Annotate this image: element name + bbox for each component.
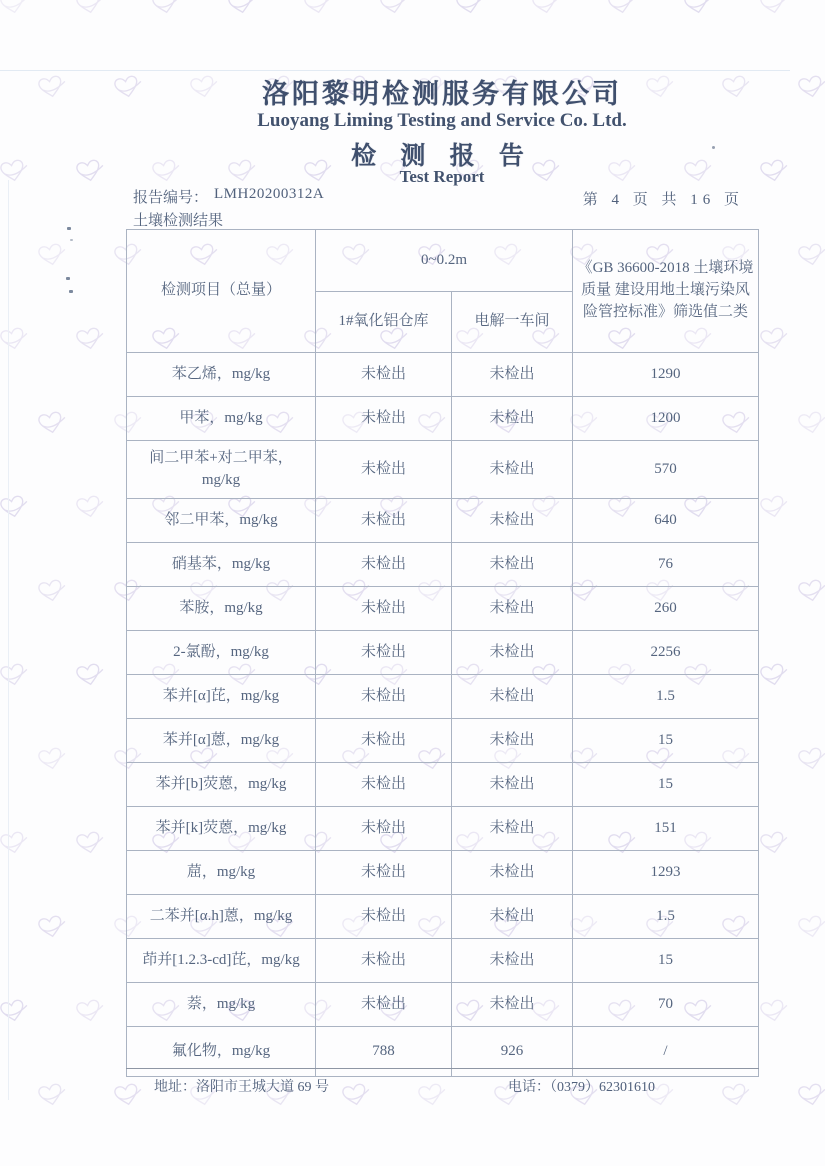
watermark-icon [755,323,794,357]
result-workshop: 未检出 [452,763,573,807]
heart-logo-watermark-icon [71,491,110,525]
analyte-name: 苯乙烯，mg/kg [127,353,316,397]
result-warehouse: 未检出 [316,543,452,587]
analyte-name: 苯并[α]蒽，mg/kg [127,719,316,763]
result-warehouse: 788 [316,1027,452,1077]
heart-logo-watermark-icon [0,659,35,693]
column-header-sample-2: 电解一车间 [452,292,573,353]
heart-logo-watermark-icon [33,407,72,441]
result-warehouse: 未检出 [316,763,452,807]
phone-value: （0379）62301610 [550,1080,655,1095]
table-row [127,397,759,441]
heart-logo-watermark-icon [0,155,35,189]
heart-logo-watermark-icon [755,155,794,189]
screening-limit: 76 [573,543,759,587]
watermark-icon [755,659,794,693]
screening-limit: / [573,1027,759,1077]
watermark-icon [33,407,72,441]
heart-logo-watermark-icon [755,659,794,693]
watermark-icon [0,0,35,21]
page-indicator: 第 4 页 共 16 页 [582,192,744,208]
watermark-icon [755,155,794,189]
heart-logo-watermark-icon [0,323,35,357]
heart-logo-watermark-icon [755,491,794,525]
table-row [127,851,759,895]
watermark-icon [0,323,35,357]
watermark-icon [0,491,35,525]
heart-logo-watermark-icon [755,0,794,21]
table-row [127,631,759,675]
watermark-icon [71,491,110,525]
watermark-icon [527,0,566,21]
result-workshop: 未检出 [452,499,573,543]
analyte-name: 苯并[b]荧蒽，mg/kg [127,763,316,807]
screening-limit: 1290 [573,353,759,397]
watermark-icon [0,995,35,1029]
result-workshop: 未检出 [452,939,573,983]
heart-logo-watermark-icon [755,827,794,861]
report-no-value: LMH20200312A [214,186,325,202]
scan-speck [69,290,73,293]
table-row [127,895,759,939]
heart-logo-watermark-icon [109,1079,148,1113]
screening-limit: 1.5 [573,895,759,939]
table-row [127,763,759,807]
heart-logo-watermark-icon [147,0,186,21]
scan-speck [70,239,73,241]
watermark-icon [0,827,35,861]
result-warehouse: 未检出 [316,441,452,499]
heart-logo-watermark-icon [0,827,35,861]
watermark-icon [375,0,414,21]
watermark-icon [413,1079,452,1113]
heart-logo-watermark-icon [337,1079,376,1113]
watermark-icon [755,491,794,525]
heart-logo-watermark-icon [603,0,642,21]
watermark-icon [793,911,825,945]
heart-logo-watermark-icon [33,71,72,105]
result-warehouse: 未检出 [316,353,452,397]
table-row [127,1027,759,1077]
table-row [127,353,759,397]
watermark-icon [755,995,794,1029]
heart-logo-watermark-icon [71,155,110,189]
result-workshop: 926 [452,1027,573,1077]
watermark-icon [793,407,825,441]
analyte-name: 甲苯，mg/kg [127,397,316,441]
screening-limit: 1293 [573,851,759,895]
scan-edge-left [8,180,9,1100]
company-name-en: Luoyang Liming Testing and Service Co. Ltd. [257,110,627,131]
heart-logo-watermark-icon [0,995,35,1029]
watermark-icon [793,743,825,777]
watermark-icon [33,911,72,945]
heart-logo-watermark-icon [793,743,825,777]
section-title-text: 土壤检测结果 [133,213,224,229]
heart-logo-watermark-icon [793,407,825,441]
table-row [127,587,759,631]
heart-logo-watermark-icon [33,575,72,609]
table-row [127,807,759,851]
watermark-icon [451,0,490,21]
result-workshop: 未检出 [452,807,573,851]
column-header-item: 检测项目（总量） [127,230,316,353]
result-workshop: 未检出 [452,441,573,499]
watermark-icon [299,0,338,21]
result-workshop: 未检出 [452,587,573,631]
table-row [127,719,759,763]
column-header-depth: 0~0.2m [316,230,573,292]
result-warehouse: 未检出 [316,807,452,851]
heart-logo-watermark-icon [755,323,794,357]
result-warehouse: 未检出 [316,499,452,543]
report-no-label: 报告编号： [133,190,209,206]
screening-limit: 15 [573,719,759,763]
heart-logo-watermark-icon [33,239,72,273]
heart-logo-watermark-icon [223,0,262,21]
results-table [126,229,759,1077]
result-workshop: 未检出 [452,895,573,939]
watermark-icon [793,239,825,273]
analyte-name: 邻二甲苯，mg/kg [127,499,316,543]
watermark-icon [33,71,72,105]
watermark-icon [33,1079,72,1113]
result-workshop: 未检出 [452,397,573,441]
result-warehouse: 未检出 [316,397,452,441]
screening-limit: 15 [573,763,759,807]
watermark-icon [603,0,642,21]
watermark-icon [147,0,186,21]
phone-label: 电话： [508,1080,550,1095]
heart-logo-watermark-icon [793,911,825,945]
table-row [127,543,759,587]
heart-logo-watermark-icon [71,827,110,861]
heart-logo-watermark-icon [71,659,110,693]
heart-logo-watermark-icon [717,1079,756,1113]
analyte-name: 氟化物，mg/kg [127,1027,316,1077]
watermark-icon [33,575,72,609]
watermark-icon [679,0,718,21]
scan-speck [67,227,71,230]
heart-logo-watermark-icon [755,995,794,1029]
heart-logo-watermark-icon [451,0,490,21]
watermark-icon [71,659,110,693]
watermark-icon [71,155,110,189]
analyte-name: 2-氯酚，mg/kg [127,631,316,675]
scan-edge-top [0,70,790,71]
watermark-icon [793,575,825,609]
result-warehouse: 未检出 [316,675,452,719]
watermark-icon [223,0,262,21]
table-row [127,499,759,543]
heart-logo-watermark-icon [793,575,825,609]
scan-speck [66,277,70,280]
result-warehouse: 未检出 [316,631,452,675]
watermark-icon [717,1079,756,1113]
table-row [127,675,759,719]
heart-logo-watermark-icon [413,1079,452,1113]
analyte-name: 苯并[k]荧蒽，mg/kg [127,807,316,851]
result-warehouse: 未检出 [316,939,452,983]
watermark-icon [33,743,72,777]
result-warehouse: 未检出 [316,983,452,1027]
footer-phone [508,1076,655,1096]
watermark-icon [71,995,110,1029]
screening-limit: 2256 [573,631,759,675]
screening-limit: 1200 [573,397,759,441]
screening-limit: 70 [573,983,759,1027]
heart-logo-watermark-icon [793,71,825,105]
analyte-name: 茚并[1.2.3-cd]芘，mg/kg [127,939,316,983]
heart-logo-watermark-icon [33,743,72,777]
address-value: 洛阳市王城大道 69 号 [196,1080,329,1095]
watermark-icon [793,71,825,105]
watermark-icon [755,0,794,21]
result-workshop: 未检出 [452,675,573,719]
column-header-sample-1: 1#氧化铝仓库 [316,292,452,353]
watermark-icon [0,659,35,693]
analyte-name: 二苯并[α.h]蒽，mg/kg [127,895,316,939]
analyte-name: 萘，mg/kg [127,983,316,1027]
heart-logo-watermark-icon [793,239,825,273]
watermark-icon [337,1079,376,1113]
company-name-cn: 洛阳黎明检测服务有限公司 [262,79,622,109]
table-row [127,939,759,983]
table-row [127,983,759,1027]
screening-limit: 15 [573,939,759,983]
result-warehouse: 未检出 [316,895,452,939]
screening-limit: 570 [573,441,759,499]
address-label: 地址： [154,1080,196,1095]
heart-logo-watermark-icon [71,0,110,21]
screening-limit: 640 [573,499,759,543]
heart-logo-watermark-icon [71,323,110,357]
heart-logo-watermark-icon [33,1079,72,1113]
watermark-icon [33,239,72,273]
result-workshop: 未检出 [452,851,573,895]
screening-limit: 151 [573,807,759,851]
heart-logo-watermark-icon [71,995,110,1029]
result-workshop: 未检出 [452,543,573,587]
result-workshop: 未检出 [452,719,573,763]
analyte-name: 苯胺，mg/kg [127,587,316,631]
table-row [127,441,759,499]
column-header-standard: 《GB 36600-2018 土壤环境质量 建设用地土壤污染风险管控标准》筛选值二类 [573,230,759,353]
heart-logo-watermark-icon [793,1079,825,1113]
footer-rule [126,1068,759,1069]
result-workshop: 未检出 [452,983,573,1027]
heart-logo-watermark-icon [679,0,718,21]
screening-limit: 1.5 [573,675,759,719]
analyte-name: 䓛，mg/kg [127,851,316,895]
watermark-icon [755,827,794,861]
heart-logo-watermark-icon [33,911,72,945]
result-warehouse: 未检出 [316,719,452,763]
result-workshop: 未检出 [452,631,573,675]
analyte-name: 间二甲苯+对二甲苯，mg/kg [127,441,316,499]
watermark-icon [0,155,35,189]
heart-logo-watermark-icon [0,491,35,525]
watermark-icon [71,323,110,357]
result-workshop: 未检出 [452,353,573,397]
table-header-row-1 [127,230,759,292]
report-title-en: Test Report [399,167,485,186]
report-title-cn: 检 测 报 告 [351,143,533,170]
section-title [126,209,758,230]
watermark-icon [793,1079,825,1113]
analyte-name: 苯并[α]芘，mg/kg [127,675,316,719]
analyte-name: 硝基苯，mg/kg [127,543,316,587]
screening-limit: 260 [573,587,759,631]
footer-address [154,1076,329,1096]
watermark-icon [109,1079,148,1113]
result-warehouse: 未检出 [316,851,452,895]
heart-logo-watermark-icon [527,0,566,21]
result-warehouse: 未检出 [316,587,452,631]
heart-logo-watermark-icon [299,0,338,21]
watermark-icon [71,827,110,861]
heart-logo-watermark-icon [375,0,414,21]
heart-logo-watermark-icon [0,0,35,21]
watermark-icon [71,0,110,21]
